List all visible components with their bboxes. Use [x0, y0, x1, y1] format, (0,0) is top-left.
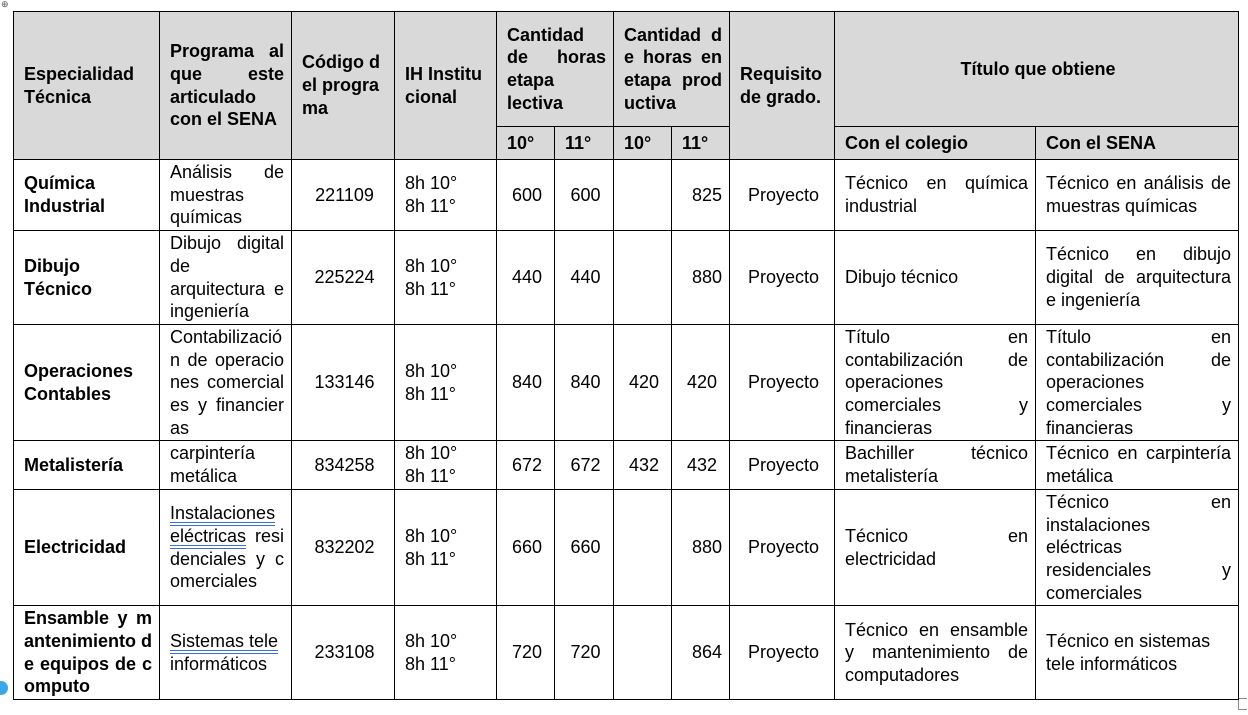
cell-codigo: 221109 — [292, 160, 395, 231]
ih-grade-11: 8h 11° — [405, 653, 456, 674]
cell-ih — [395, 324, 497, 441]
ih-grade-11: 8h 11° — [405, 466, 456, 487]
programa-part-b: residenciales y comerciales — [170, 525, 284, 592]
header-titulo: Título que obtiene — [835, 12, 1239, 127]
cell-productiva-11: 420 — [672, 324, 730, 441]
header-con-sena: Con el SENA — [1036, 127, 1239, 160]
cell-lectiva-11: 672 — [555, 441, 614, 489]
cell-titulo-sena: Técnico en instalaciones eléctricas residenciales y comerciales — [1036, 489, 1239, 606]
table-row — [14, 441, 1239, 489]
cell-productiva-11: 432 — [672, 441, 730, 489]
cell-titulo-sena: Técnico en sistemas tele informáticos — [1036, 606, 1239, 700]
cell-requisito: Proyecto — [730, 606, 835, 700]
paragraph-anchor-icon: ⊕ — [1, 0, 9, 9]
cell-programa: Contabilización de operaciones comerciales y financieras — [160, 324, 292, 441]
cell-lectiva-11: 840 — [555, 324, 614, 441]
header-especialidad: Especialidad Técnica — [14, 12, 160, 160]
cell-codigo: 834258 — [292, 441, 395, 489]
cell-especialidad: Ensamble y mantenimiento de equipos de computo — [14, 606, 160, 700]
cell-productiva-10 — [614, 606, 672, 700]
table-row — [14, 489, 1239, 606]
cell-productiva-11: 825 — [672, 160, 730, 231]
cell-programa — [160, 489, 292, 606]
cell-titulo-colegio: Técnico en ensamble y mantenimiento de computadores — [835, 606, 1036, 700]
table-row — [14, 231, 1239, 325]
cell-titulo-sena: Técnico en dibujo digital de arquitectura e ingeniería — [1036, 231, 1239, 325]
cell-lectiva-10: 672 — [497, 441, 555, 489]
cell-productiva-11: 880 — [672, 489, 730, 606]
cell-titulo-sena: Técnico en carpintería metálica — [1036, 441, 1239, 489]
cell-especialidad: Dibujo Técnico — [14, 231, 160, 325]
cell-titulo-colegio: Título en contabilización de operaciones comerciales y financieras — [835, 324, 1036, 441]
cell-ih — [395, 489, 497, 606]
header-requisito: Requisito de grado. — [730, 12, 835, 160]
ih-grade-10: 8h 10° — [405, 443, 458, 464]
cell-lectiva-10: 840 — [497, 324, 555, 441]
page-end-mark — [1238, 698, 1247, 710]
cell-titulo-colegio: Dibujo técnico — [835, 231, 1036, 325]
header-con-colegio: Con el colegio — [835, 127, 1036, 160]
programa-part-a: Sistemas tele — [170, 631, 279, 652]
cell-ih — [395, 160, 497, 231]
cell-productiva-10 — [614, 160, 672, 231]
header-horas-productiva: Cantidad de horas en etapa productiva — [614, 12, 730, 127]
cell-titulo-sena: Técnico en análisis de muestras químicas — [1036, 160, 1239, 231]
table-body — [14, 160, 1239, 700]
header-grade-10-productiva: 10° — [614, 127, 672, 160]
cell-codigo: 233108 — [292, 606, 395, 700]
cell-codigo: 225224 — [292, 231, 395, 325]
cell-titulo-sena: Título en contabilización de operaciones comerciales y financieras — [1036, 324, 1239, 441]
cell-requisito: Proyecto — [730, 489, 835, 606]
cell-lectiva-11: 440 — [555, 231, 614, 325]
cell-programa: Dibujo digital de arquitectura e ingeniería — [160, 231, 292, 325]
cell-programa: Análisis de muestras químicas — [160, 160, 292, 231]
cursor-marker — [0, 681, 8, 695]
table-row — [14, 160, 1239, 231]
cell-ih — [395, 441, 497, 489]
ih-grade-10: 8h 10° — [405, 173, 458, 194]
ih-grade-11: 8h 11° — [405, 196, 456, 217]
header-grade-11-productiva: 11° — [672, 127, 730, 160]
cell-ih — [395, 231, 497, 325]
cell-titulo-colegio: Bachiller técnico metalistería — [835, 441, 1036, 489]
cell-lectiva-10: 440 — [497, 231, 555, 325]
cell-lectiva-11: 600 — [555, 160, 614, 231]
cell-especialidad: Química Industrial — [14, 160, 160, 231]
cell-productiva-11: 880 — [672, 231, 730, 325]
cell-ih — [395, 606, 497, 700]
header-programa: Programa al que este articulado con el SENA — [160, 12, 292, 160]
cell-programa — [160, 606, 292, 700]
cell-titulo-colegio: Técnico en electricidad — [835, 489, 1036, 606]
cell-productiva-10: 432 — [614, 441, 672, 489]
ih-grade-10: 8h 10° — [405, 255, 458, 276]
cell-especialidad: Electricidad — [14, 489, 160, 606]
header-codigo: Código del programa — [292, 12, 395, 160]
cell-lectiva-10: 660 — [497, 489, 555, 606]
cell-requisito: Proyecto — [730, 441, 835, 489]
cell-productiva-10 — [614, 489, 672, 606]
cell-requisito: Proyecto — [730, 324, 835, 441]
ih-grade-10: 8h 10° — [405, 360, 458, 381]
table-header — [14, 12, 1239, 160]
cell-codigo: 832202 — [292, 489, 395, 606]
ih-grade-11: 8h 11° — [405, 278, 456, 299]
cell-programa: carpintería metálica — [160, 441, 292, 489]
ih-grade-10: 8h 10° — [405, 631, 458, 652]
cell-especialidad: Operaciones Contables — [14, 324, 160, 441]
table-row — [14, 606, 1239, 700]
header-ih: IH Institucional — [395, 12, 497, 160]
header-grade-11-lectiva: 11° — [555, 127, 614, 160]
programs-table — [13, 11, 1239, 700]
ih-grade-11: 8h 11° — [405, 548, 456, 569]
cell-lectiva-11: 720 — [555, 606, 614, 700]
cell-titulo-colegio: Técnico en química industrial — [835, 160, 1036, 231]
ih-grade-10: 8h 10° — [405, 525, 458, 546]
cell-lectiva-11: 660 — [555, 489, 614, 606]
cell-productiva-10 — [614, 231, 672, 325]
cell-productiva-10: 420 — [614, 324, 672, 441]
header-horas-lectiva: Cantidad de horas etapa lectiva — [497, 12, 614, 127]
cell-lectiva-10: 720 — [497, 606, 555, 700]
header-grade-10-lectiva: 10° — [497, 127, 555, 160]
cell-lectiva-10: 600 — [497, 160, 555, 231]
cell-especialidad: Metalistería — [14, 441, 160, 489]
cell-codigo: 133146 — [292, 324, 395, 441]
cell-requisito: Proyecto — [730, 231, 835, 325]
cell-productiva-11: 864 — [672, 606, 730, 700]
cell-requisito: Proyecto — [730, 160, 835, 231]
programa-part-a: Instalaciones eléctricas — [170, 503, 276, 546]
ih-grade-11: 8h 11° — [405, 383, 456, 404]
programa-part-b: informáticos — [170, 653, 268, 674]
table-row — [14, 324, 1239, 441]
